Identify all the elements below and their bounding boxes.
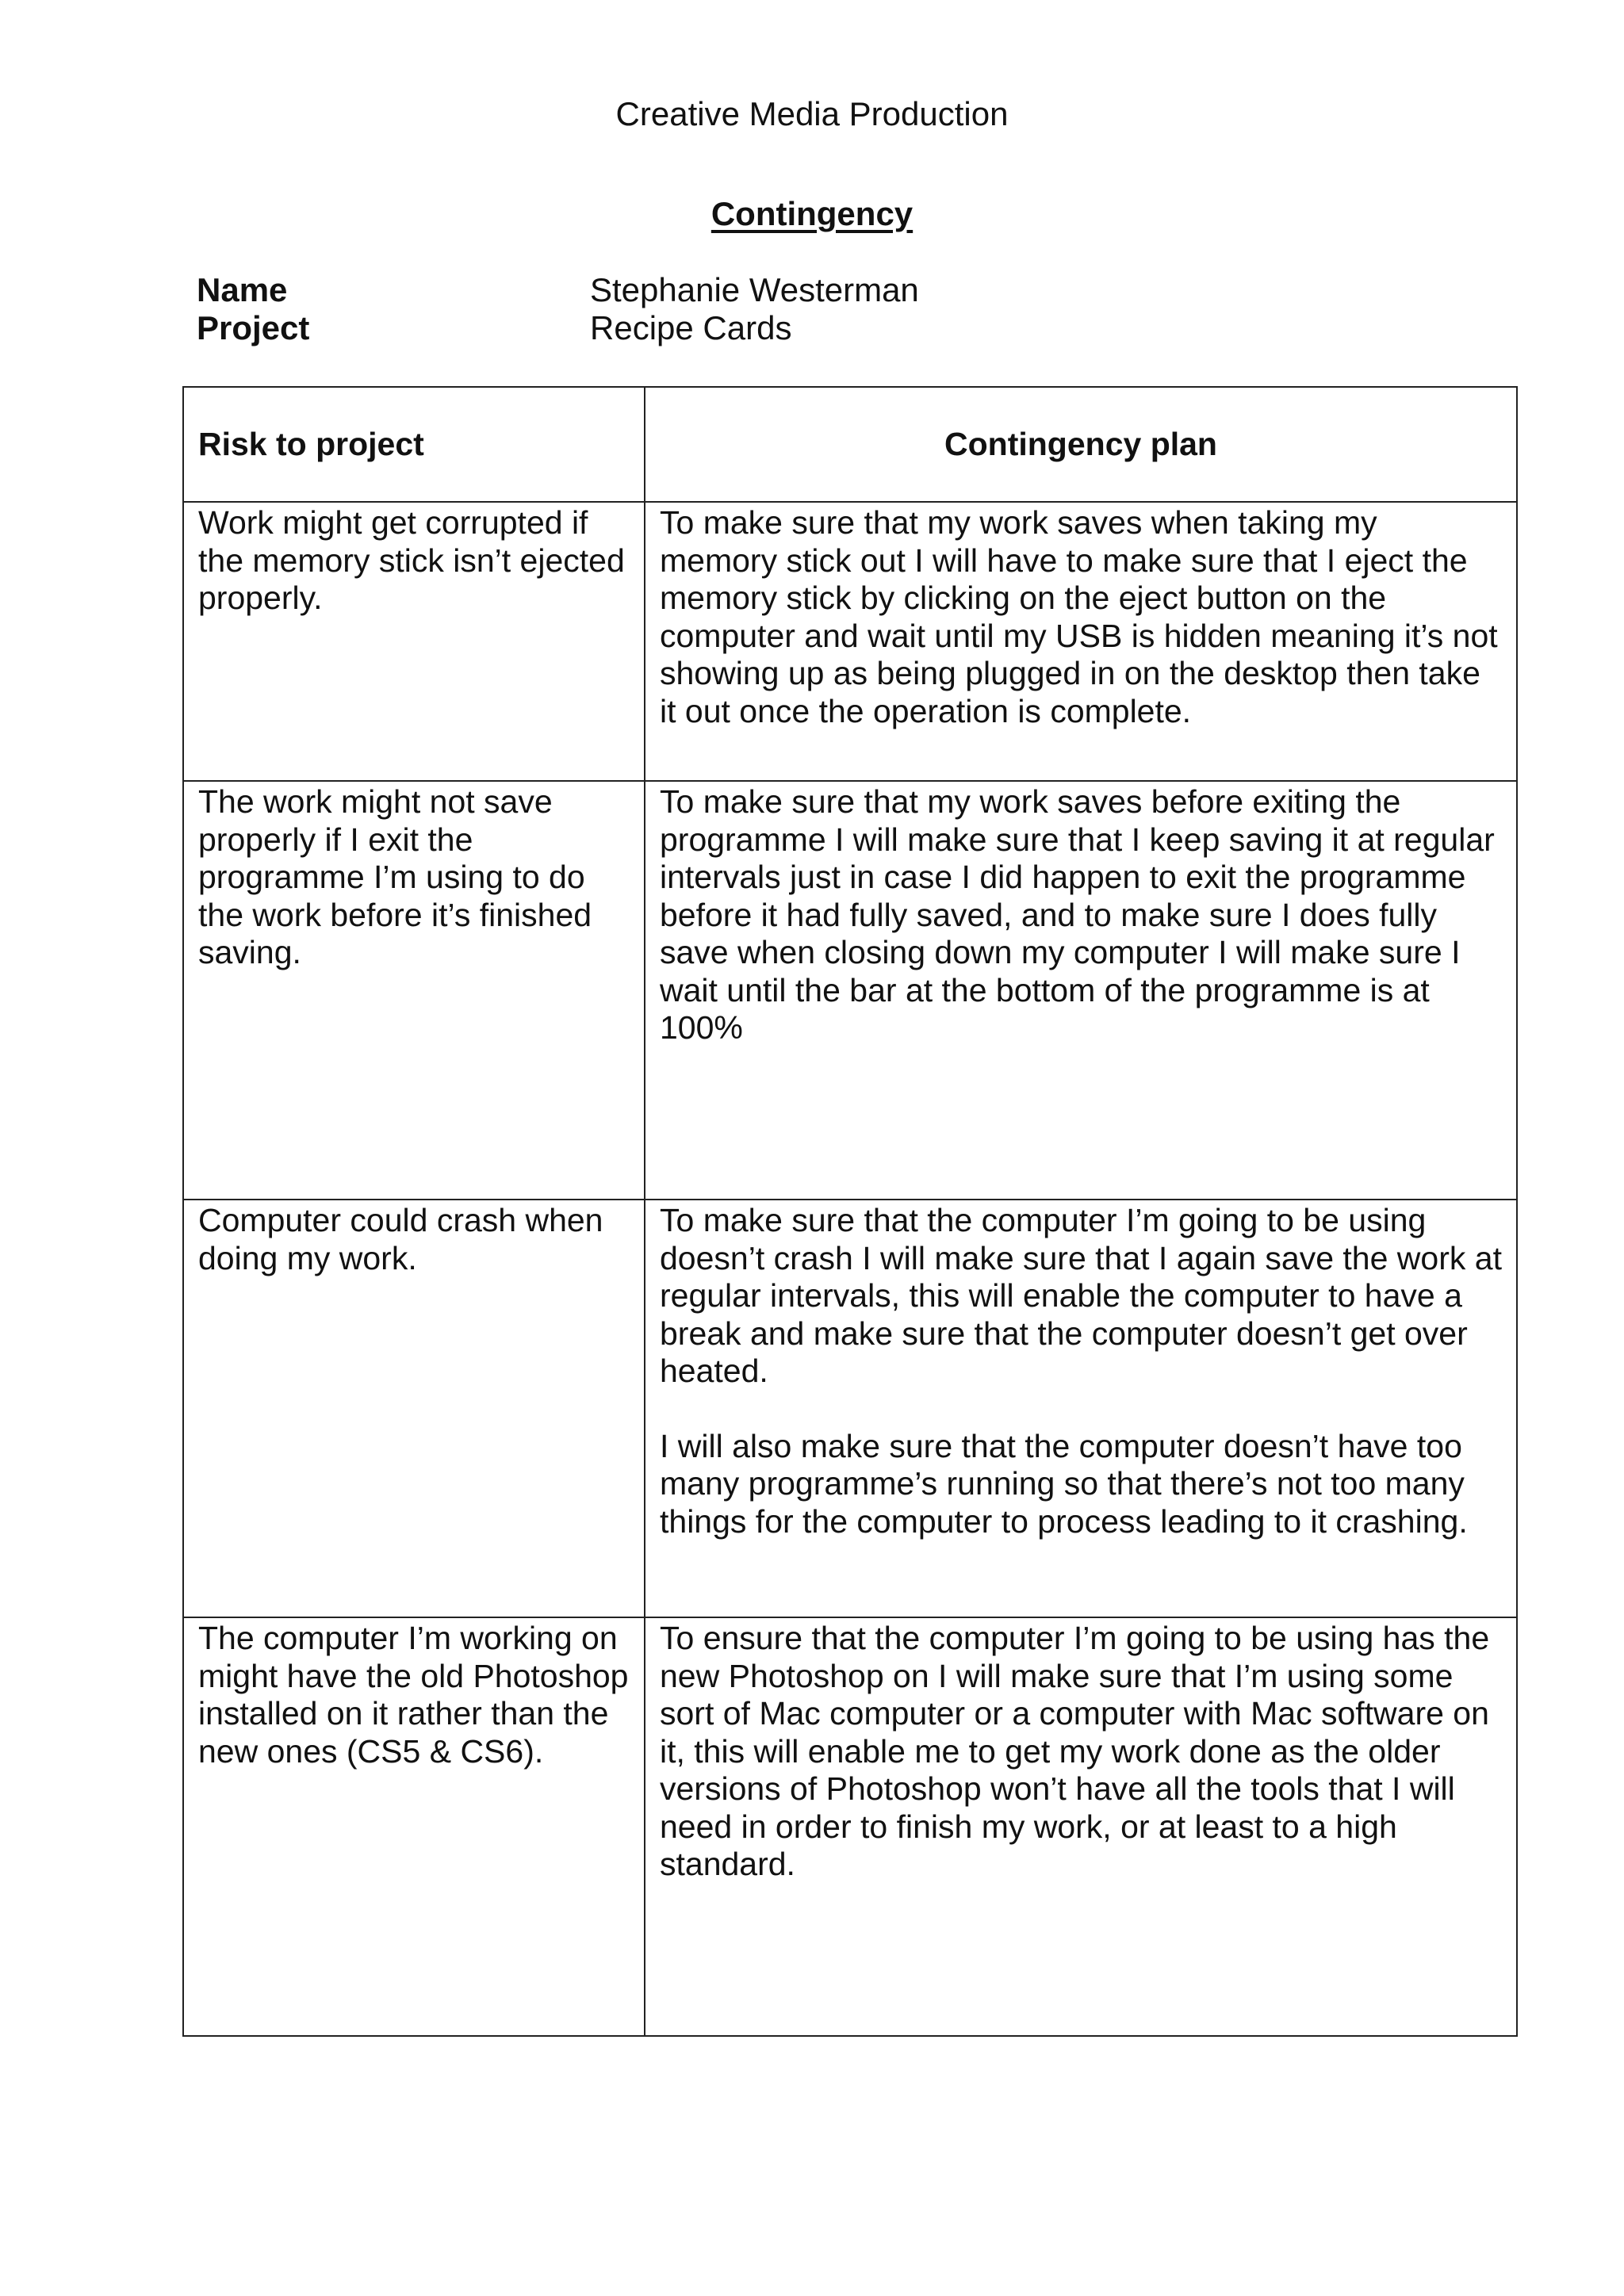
table-row (183, 1617, 1517, 2036)
plan-column-header: Contingency plan (645, 387, 1517, 502)
project-label: Project (197, 309, 310, 346)
plan-paragraph: I will also make sure that the computer doesn’t have too many programme’s running so that there’s not too many things for the computer to process leading to it crashing. (660, 1427, 1468, 1540)
table-row (183, 502, 1517, 781)
meta-row-project (197, 309, 919, 347)
plan-paragraph: To make sure that my work saves when taking my memory stick out I will have to make sure that I eject the memory stick by clicking on the eject button on the computer and wait until my USB is hidden meaning it’s not showing up as being plugged in on the desktop then take it out once the operation is complete. (660, 504, 1498, 729)
project-value: Recipe Cards (590, 309, 792, 346)
risk-column-header: Risk to project (183, 387, 645, 502)
plan-cell (645, 781, 1517, 1200)
risk-cell: Computer could crash when doing my work. (183, 1200, 645, 1617)
table-header-row (183, 387, 1517, 502)
plan-paragraph: To make sure that the computer I’m going to be using doesn’t crash I will make sure that I again save the work at regular intervals, this will enable the computer to have a break and make sure that the computer doesn’t get over heated. (660, 1202, 1502, 1389)
name-value: Stephanie Westerman (590, 271, 919, 308)
page-title: Contingency (710, 195, 914, 232)
risk-cell: The computer I’m working on might have the old Photoshop installed on it rather than the new ones (CS5 & CS6). (183, 1617, 645, 2036)
plan-cell (645, 502, 1517, 781)
plan-paragraph: To ensure that the computer I’m going to be using has the new Photoshop on I will make sure that I’m using some sort of Mac computer or a computer with Mac software on it, this will enable me to get my work done as the older versions of Photoshop won’t have all the tools that I will need in order to finish my work, or at least to a high standard. (660, 1620, 1490, 1882)
plan-cell (645, 1200, 1517, 1617)
plan-paragraph: To make sure that my work saves before exiting the programme I will make sure that I keep saving it at regular intervals just in case I did happen to exit the programme before it had fully saved, and to make sure I does fully save when closing down my computer I will make sure I wait until the bar at the bottom of the programme is at 100% (660, 783, 1495, 1046)
risk-cell: Work might get corrupted if the memory stick isn’t ejected properly. (183, 502, 645, 781)
name-label: Name (197, 271, 288, 308)
table-row (183, 1200, 1517, 1617)
course-header: Creative Media Production (615, 95, 1009, 132)
contingency-table (182, 386, 1518, 2037)
plan-cell (645, 1617, 1517, 2036)
risk-cell: The work might not save properly if I exit the programme I’m using to do the work before it’s finished saving. (183, 781, 645, 1200)
table-row (183, 781, 1517, 1200)
meta-row-name (197, 271, 919, 309)
document-meta (197, 271, 919, 347)
